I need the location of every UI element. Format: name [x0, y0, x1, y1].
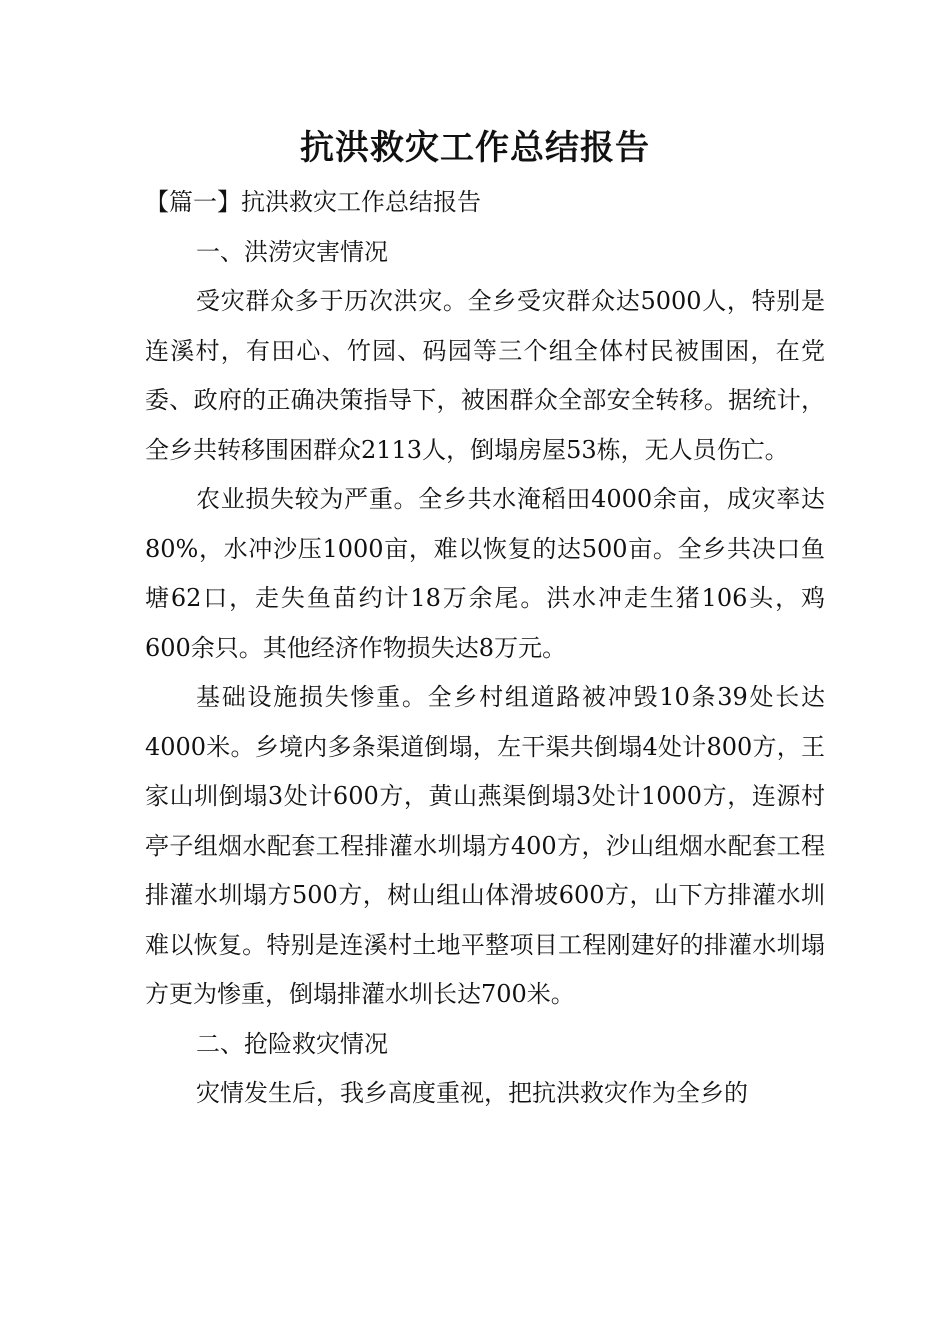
section-heading-flood-disaster: 一、洪涝灾害情况	[196, 237, 388, 266]
paragraph-rescue-response: 灾情发生后，我乡高度重视，把抗洪救灾作为全乡的	[196, 1079, 748, 1107]
document-title: 抗洪救灾工作总结报告	[300, 128, 650, 168]
paragraph-infrastructure-loss: 基础设施损失惨重。全乡村组道路被冲毁10条39处长达4000米。乡境内多条渠道倒塌，左干渠共倒塌4处计800方，王家山圳倒塌3处计600方，黄山燕渠倒塌3处计1000方，连源村亭子组烟水配套工程排灌水圳塌方400方，沙山组烟水配套工程排灌水圳塌方500方，树山组山体滑坡600方，山下方排灌水圳难以恢复。特别是连溪村土地平整项目工程刚建好的排灌水圳塌方更为惨重，倒塌排灌水圳长达700米。	[145, 683, 825, 1008]
section-heading-rescue: 二、抢险救灾情况	[196, 1029, 388, 1058]
section-heading-article-one: 【篇一】抗洪救灾工作总结报告	[145, 188, 481, 216]
paragraph-agricultural-loss: 农业损失较为严重。全乡共水淹稻田4000余亩，成灾率达80%，水冲沙压1000亩，难以恢复的达500亩。全乡共决口鱼塘62口，走失鱼苗约计18万余尾。洪水冲走生猪106头，鸡600余只。其他经济作物损失达8万元。	[145, 485, 825, 662]
paragraph-affected-population: 受灾群众多于历次洪灾。全乡受灾群众达5000人，特别是连溪村，有田心、竹园、码园等三个组全体村民被围困，在党委、政府的正确决策指导下，被困群众全部安全转移。据统计，全乡共转移围困群众2113人，倒塌房屋53栋，无人员伤亡。	[145, 287, 825, 464]
document-body	[145, 178, 825, 1119]
